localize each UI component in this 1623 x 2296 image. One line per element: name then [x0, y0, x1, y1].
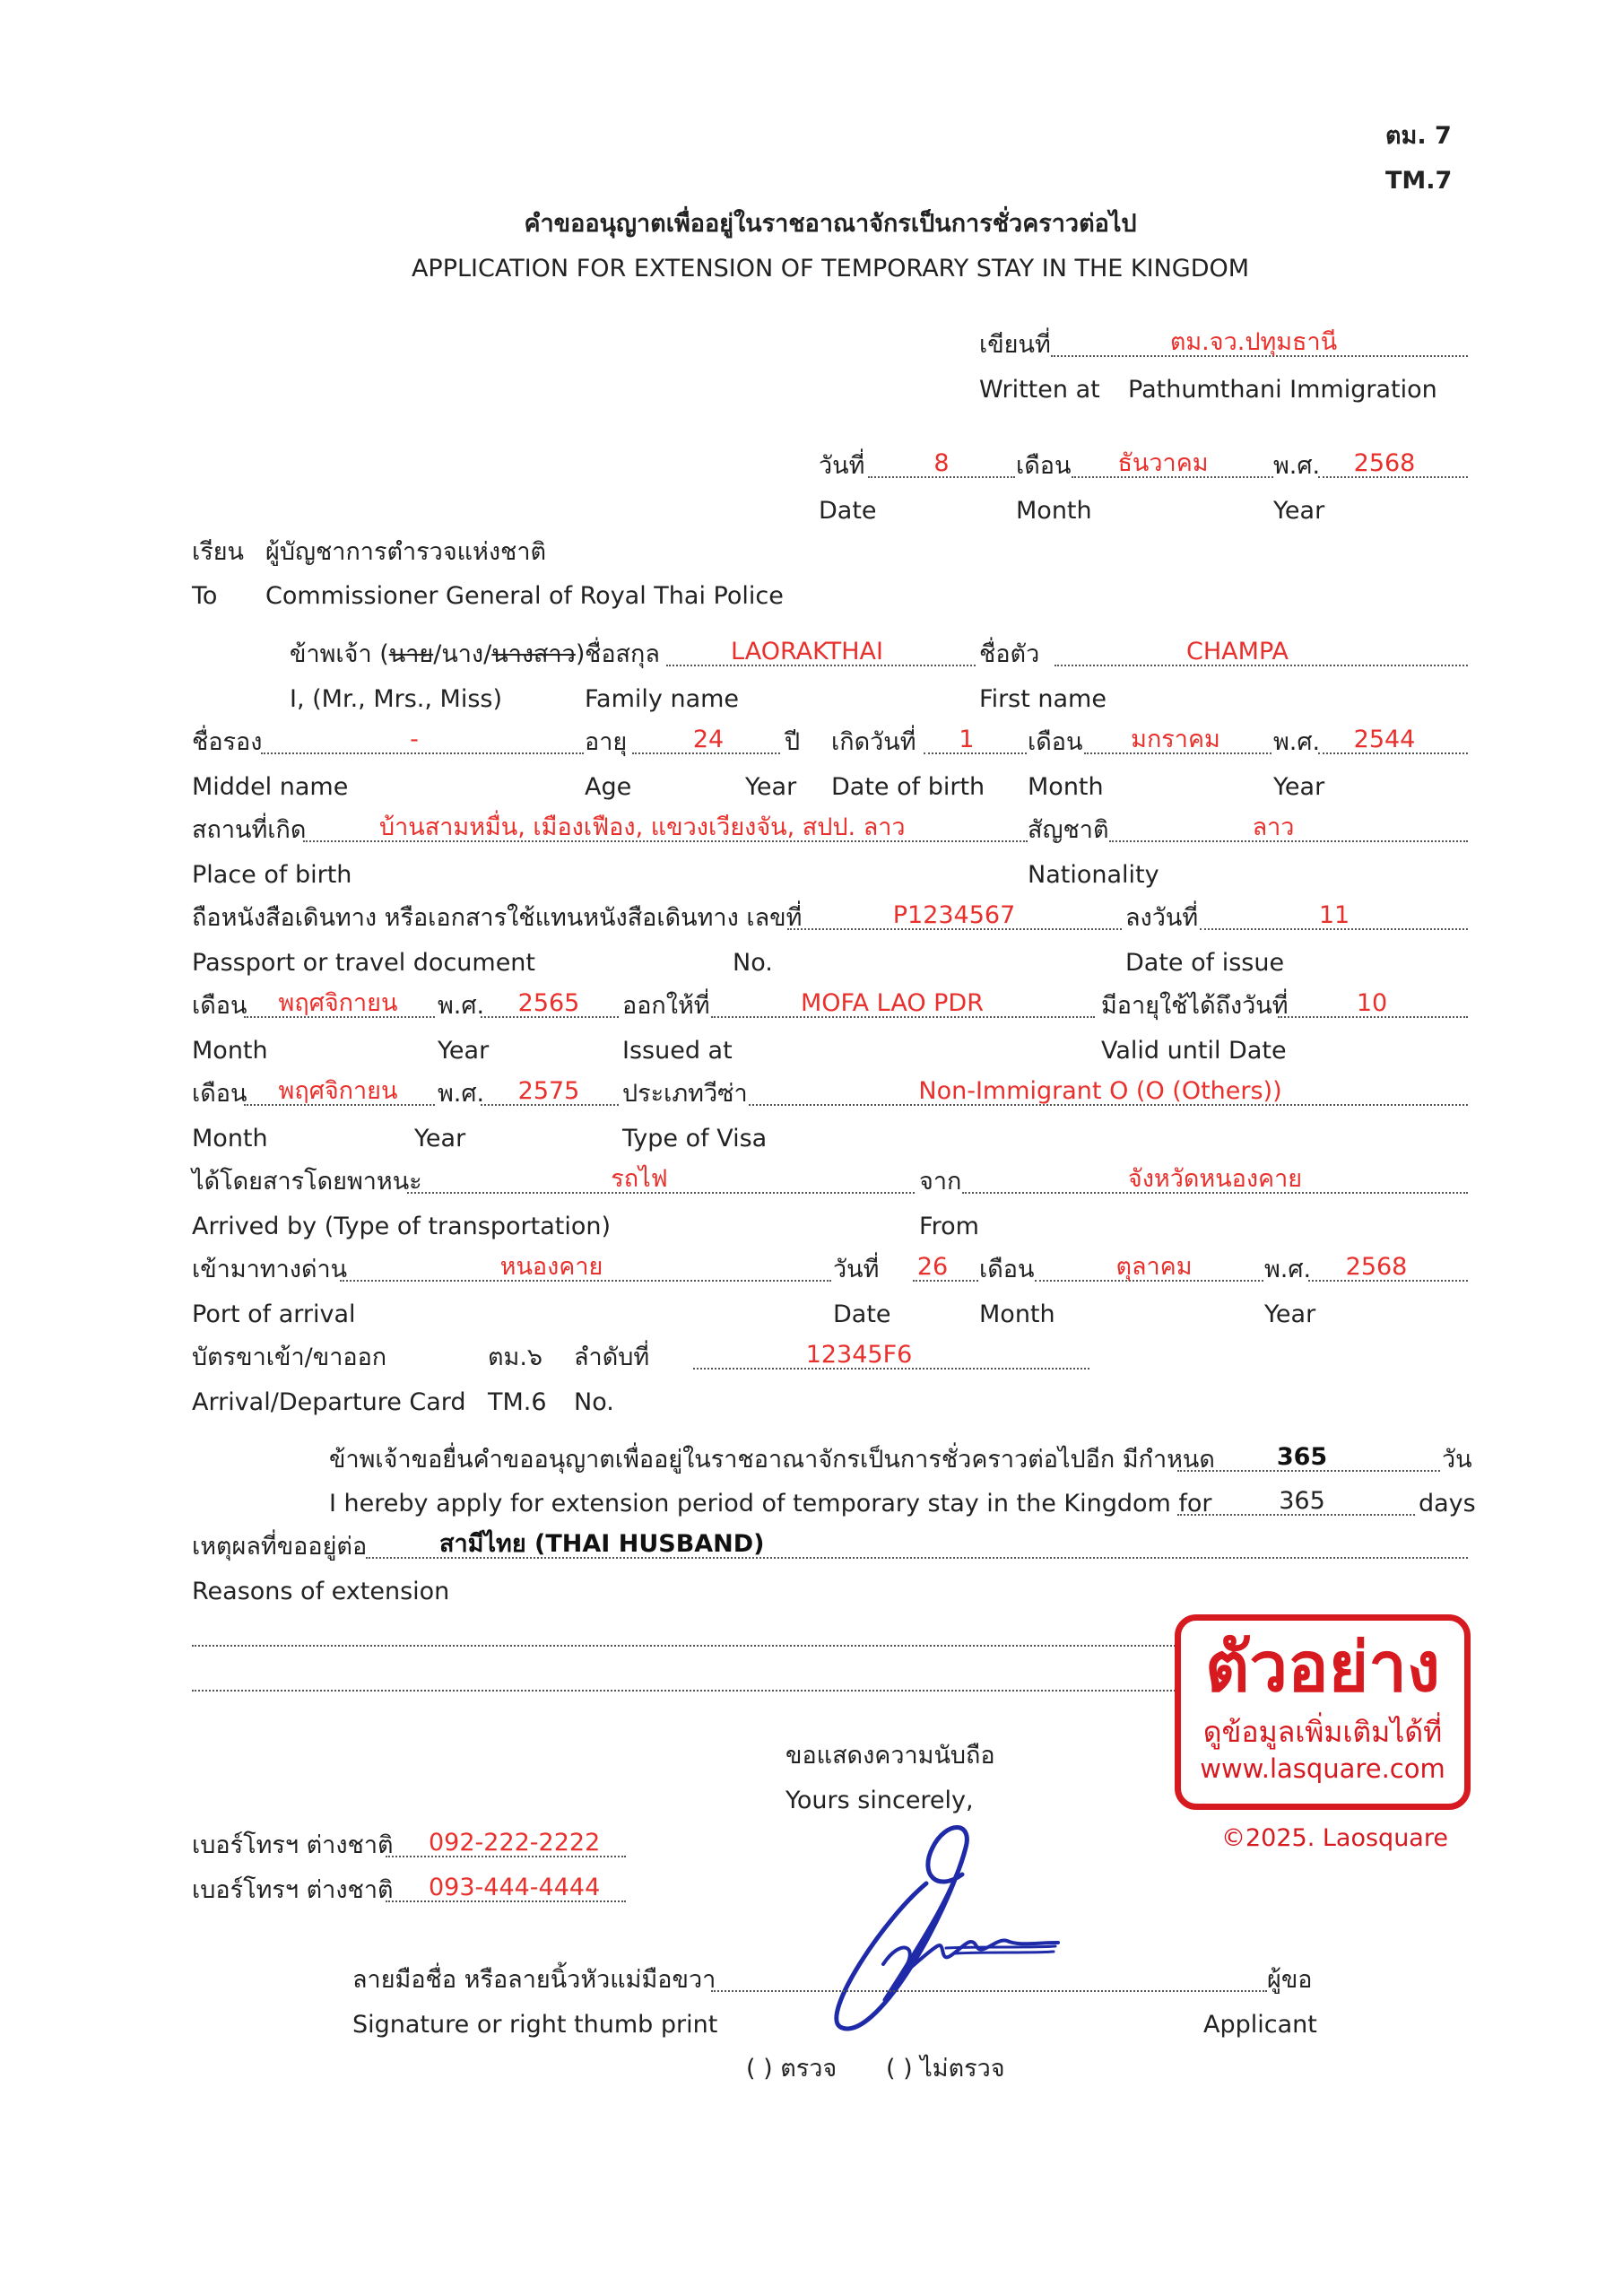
- dob-day-line: [924, 752, 1027, 754]
- first-name-label-en: First name: [979, 685, 1107, 713]
- date-month-label-th: เดือน: [1016, 452, 1072, 480]
- applicant-intro-en: I, (Mr., Mrs., Miss): [290, 685, 503, 713]
- date-day-label-en: Date: [819, 497, 877, 525]
- phone-1-label: เบอร์โทรฯ ต่างชาติ: [192, 1831, 394, 1859]
- stamp-title: ตัวอย่าง: [1205, 1627, 1440, 1707]
- form-code-en: TM.7: [1385, 167, 1453, 195]
- transport-label-th: ได้โดยสารโดยพาหนะ: [192, 1168, 422, 1196]
- closing-en: Yours sincerely,: [785, 1787, 974, 1814]
- extension-days-unit-th: วัน: [1442, 1446, 1472, 1474]
- issue-month-value: พฤศจิกายน: [278, 989, 398, 1017]
- visa-type-label-th: ประเภทวีซ่า: [622, 1080, 748, 1108]
- from-value: จังหวัดหนองคาย: [1127, 1165, 1303, 1193]
- reason-value: สามีไทย (THAI HUSBAND): [439, 1530, 765, 1558]
- date-day-value: 8: [933, 449, 950, 477]
- form-code-th: ตม. 7: [1385, 122, 1452, 150]
- arrival-year-value: 2568: [1345, 1253, 1408, 1281]
- family-name-label-en: Family name: [585, 685, 740, 713]
- date-year-value: 2568: [1353, 449, 1416, 477]
- to-name-th: ผู้บัญชาการตำรวจแห่งชาติ: [265, 538, 547, 566]
- valid-month-value: พฤศจิกายน: [278, 1077, 398, 1105]
- checked-option[interactable]: ( ) ตรวจ: [746, 2055, 838, 2083]
- dob-month-label-en: Month: [1028, 773, 1104, 801]
- signature-line: [711, 1990, 1267, 1992]
- applicant-intro-th: ข้าพเจ้า (นาย/นาง/นางสาว): [290, 640, 586, 668]
- port-label-th: เข้ามาทางด่าน: [192, 1256, 348, 1283]
- stamp-copyright: ©2025. Laosquare: [1221, 1824, 1448, 1852]
- written-at-value-en: Pathumthani Immigration: [1128, 376, 1437, 404]
- to-label-en: To: [192, 582, 218, 610]
- issue-month-label-th: เดือน: [192, 992, 247, 1020]
- dob-label-en: Date of birth: [831, 773, 985, 801]
- dob-label-th: เกิดวันที่: [831, 728, 916, 756]
- card-label-en: Arrival/Departure Card: [192, 1388, 466, 1416]
- arrival-day-label-th: วันที่: [833, 1256, 880, 1283]
- card-no-label-th: ลำดับที่: [574, 1344, 650, 1371]
- dob-month-label-th: เดือน: [1028, 728, 1083, 756]
- title-en: APPLICATION FOR EXTENSION OF TEMPORARY STAY IN THE KINGDOM: [411, 255, 1250, 283]
- to-name-en: Commissioner General of Royal Thai Police: [265, 582, 784, 610]
- nationality-label-en: Nationality: [1028, 861, 1159, 889]
- extension-request-en: I hereby apply for extension period of temporary stay in the Kingdom for: [329, 1490, 1212, 1518]
- issue-year-value: 2565: [517, 989, 580, 1017]
- age-label-th: อายุ: [585, 728, 628, 756]
- issue-month-label-en: Month: [192, 1037, 268, 1065]
- port-value: หนองคาย: [499, 1253, 603, 1281]
- arrival-month-label-th: เดือน: [979, 1256, 1035, 1283]
- middle-name-label-th: ชื่อรอง: [192, 728, 263, 756]
- arrival-year-label-th: พ.ศ.: [1264, 1256, 1312, 1283]
- date-year-label-th: พ.ศ.: [1273, 452, 1321, 480]
- signature-applicant-en: Applicant: [1203, 2011, 1317, 2039]
- dob-year-label-en: Year: [1273, 773, 1325, 801]
- issue-day-value: 11: [1318, 901, 1350, 929]
- arrival-month-value: ตุลาคม: [1115, 1253, 1193, 1281]
- dob-year-value: 2544: [1353, 726, 1416, 753]
- nationality-label-th: สัญชาติ: [1028, 816, 1109, 844]
- issued-at-label-en: Issued at: [622, 1037, 733, 1065]
- arrival-day-label-en: Date: [833, 1300, 891, 1328]
- from-label-th: จาก: [919, 1168, 962, 1196]
- signature-label-en: Signature or right thumb print: [352, 2011, 718, 2039]
- transport-label-en: Arrived by (Type of transportation): [192, 1213, 612, 1240]
- card-form-en: TM.6: [488, 1388, 547, 1416]
- age-label-en: Age: [585, 773, 632, 801]
- phone-2-value: 093-444-4444: [429, 1874, 601, 1901]
- issue-day-label-th: ลงวันที่: [1125, 904, 1199, 932]
- middle-name-value: -: [410, 726, 419, 753]
- visa-type-label-en: Type of Visa: [622, 1125, 768, 1152]
- phone-2-label: เบอร์โทรฯ ต่างชาติ: [192, 1876, 394, 1904]
- signature-label-th: ลายมือชื่อ หรือลายนิ้วหัวแม่มือขวา: [352, 1966, 716, 1994]
- extension-days-value-th: 365: [1276, 1443, 1328, 1471]
- passport-number-value: P1234567: [892, 901, 1016, 929]
- date-month-value: ธันวาคม: [1117, 449, 1209, 477]
- birthplace-label-th: สถานที่เกิด: [192, 816, 307, 844]
- from-label-en: From: [919, 1213, 979, 1240]
- valid-day-label-en: Valid until Date: [1101, 1037, 1287, 1065]
- visa-type-value: Non-Immigrant O (O (Others)): [918, 1077, 1282, 1105]
- date-month-label-en: Month: [1016, 497, 1092, 525]
- valid-day-label-th: มีอายุใช้ได้ถึงวันที่: [1101, 992, 1289, 1020]
- date-year-label-en: Year: [1273, 497, 1325, 525]
- valid-year-value: 2575: [517, 1077, 580, 1105]
- family-name-value: LAORAKTHAI: [731, 638, 883, 665]
- dob-day-value: 1: [959, 726, 975, 753]
- extension-days-unit-en: days: [1419, 1490, 1476, 1518]
- reason-line-2: [192, 1645, 1178, 1647]
- reason-line-3: [192, 1690, 1178, 1692]
- first-name-value: CHAMPA: [1186, 638, 1289, 665]
- stamp-line-1: ดูข้อมูลเพิ่มเติมได้ที่: [1202, 1715, 1443, 1749]
- passport-label-en: Passport or travel document: [192, 949, 536, 977]
- age-value: 24: [692, 726, 725, 753]
- extension-request-th: ข้าพเจ้าขอยื่นคำขออนุญาตเพื่ออยู่ในราชอาณาจักรเป็นการชั่วคราวต่อไปอีก มีกำหนด: [329, 1446, 1215, 1474]
- date-day-label-th: วันที่: [819, 452, 865, 480]
- extension-days-value-en: 365: [1279, 1487, 1325, 1515]
- card-form-th: ตม.๖: [488, 1344, 543, 1371]
- reason-label-en: Reasons of extension: [192, 1578, 450, 1605]
- age-unit-th: ปี: [785, 728, 801, 756]
- dob-month-value: มกราคม: [1131, 726, 1220, 753]
- first-name-label-th: ชื่อตัว: [979, 640, 1040, 668]
- issued-at-label-th: ออกให้ที่: [622, 992, 710, 1020]
- signature-applicant-th: ผู้ขอ: [1267, 1966, 1313, 1994]
- age-unit-en: Year: [745, 773, 797, 801]
- card-no-label-en: No.: [574, 1388, 614, 1416]
- arrival-year-label-en: Year: [1264, 1300, 1316, 1328]
- card-label-th: บัตรขาเข้า/ขาออก: [192, 1344, 387, 1371]
- written-at-value-th: ตม.จว.ปทุมธานี: [1169, 328, 1338, 356]
- middle-name-label-en: Middel name: [192, 773, 349, 801]
- written-at-label-en: Written at: [979, 376, 1100, 404]
- valid-month-label-th: เดือน: [192, 1080, 247, 1108]
- transport-value: รถไฟ: [611, 1165, 668, 1193]
- not-checked-option[interactable]: ( ) ไม่ตรวจ: [886, 2055, 1005, 2083]
- birthplace-label-en: Place of birth: [192, 861, 352, 889]
- valid-year-label-th: พ.ศ.: [438, 1080, 485, 1108]
- valid-day-value: 10: [1356, 989, 1388, 1017]
- dob-year-label-th: พ.ศ.: [1273, 728, 1321, 756]
- stamp-line-2: www.lasquare.com: [1200, 1753, 1445, 1784]
- nationality-value: ลาว: [1252, 813, 1295, 841]
- card-no-value: 12345F6: [805, 1341, 913, 1369]
- sample-stamp: [1175, 1614, 1471, 1810]
- passport-label-th: ถือหนังสือเดินทาง หรือเอกสารใช้แทนหนังสือเดินทาง เลขที่: [192, 904, 803, 932]
- middle-name-line: [261, 752, 584, 754]
- to-label-th: เรียน: [192, 538, 245, 566]
- port-label-en: Port of arrival: [192, 1300, 356, 1328]
- issued-at-value: MOFA LAO PDR: [801, 989, 984, 1017]
- arrival-month-label-en: Month: [979, 1300, 1055, 1328]
- issue-year-label-th: พ.ศ.: [438, 992, 485, 1020]
- issue-day-label-en: Date of issue: [1125, 949, 1285, 977]
- phone-1-value: 092-222-2222: [429, 1829, 601, 1857]
- valid-year-label-en: Year: [414, 1125, 466, 1152]
- written-at-label-th: เขียนที่: [979, 331, 1051, 359]
- issue-year-label-en: Year: [438, 1037, 490, 1065]
- title-th: คำขออนุญาตเพื่ออยู่ในราชอาณาจักรเป็นการชั่วคราวต่อไป: [524, 210, 1137, 238]
- reason-label-th: เหตุผลที่ขออยู่ต่อ: [192, 1533, 368, 1561]
- passport-no-label-en: No.: [733, 949, 773, 977]
- applicant-signature: [812, 1812, 1081, 2045]
- closing-th: ขอแสดงความนับถือ: [785, 1742, 995, 1770]
- birthplace-value: บ้านสามหมื่น, เมืองเฟือง, แขวงเวียงจัน, สปป. ลาว: [379, 813, 906, 841]
- valid-month-label-en: Month: [192, 1125, 268, 1152]
- arrival-day-value: 26: [916, 1253, 949, 1281]
- family-name-label-th: ชื่อสกุล: [585, 640, 660, 668]
